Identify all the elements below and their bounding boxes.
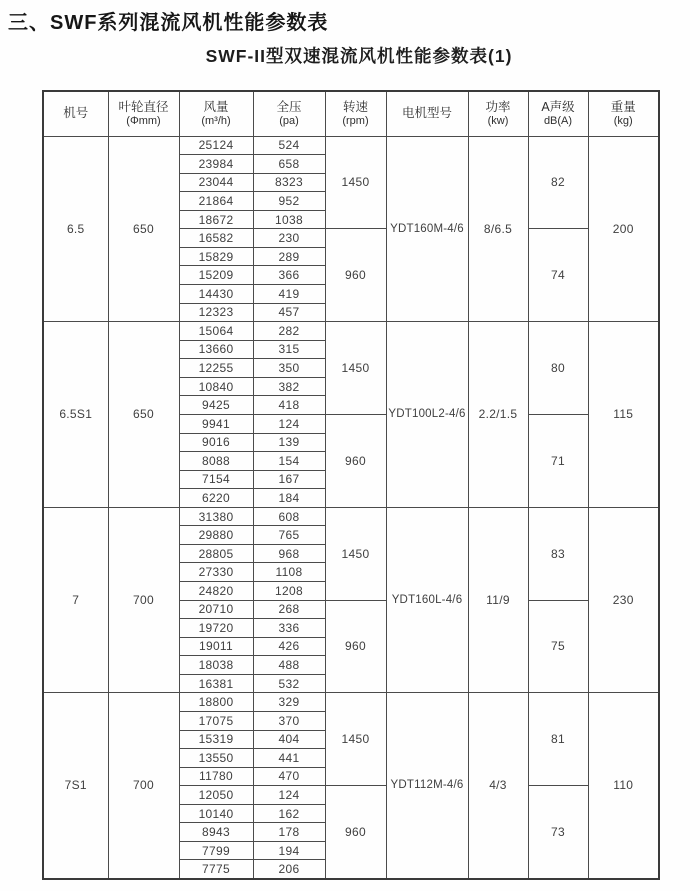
col-header-unit: (pa) [279, 114, 299, 127]
cell-pressure: 154 [253, 452, 325, 471]
cell-speed: 960 [325, 600, 386, 693]
col-header-label: 叶轮直径 [118, 99, 169, 114]
cell-airflow: 18800 [179, 693, 253, 712]
cell-airflow: 9425 [179, 396, 253, 415]
cell-motor: YDT160L-4/6 [386, 507, 468, 693]
cell-model: 6.5S1 [43, 322, 108, 508]
cell-pressure: 230 [253, 229, 325, 248]
cell-speed: 960 [325, 414, 386, 507]
col-header-unit: dB(A) [543, 114, 573, 127]
fan-performance-table [42, 90, 660, 880]
cell-airflow: 10840 [179, 377, 253, 396]
col-header-label: 风量 [203, 99, 229, 114]
cell-model: 6.5 [43, 136, 108, 322]
col-header-label: 全压 [276, 99, 302, 114]
col-header-power [468, 91, 528, 136]
cell-airflow: 12050 [179, 786, 253, 805]
col-header-label: 重量 [610, 99, 636, 114]
cell-model: 7S1 [43, 693, 108, 879]
cell-diameter: 650 [108, 136, 179, 322]
cell-airflow: 8088 [179, 452, 253, 471]
cell-speed: 1450 [325, 136, 386, 229]
fan-section-7S1 [43, 693, 659, 879]
table-row [43, 507, 659, 526]
col-header-label: 机号 [63, 106, 89, 121]
cell-airflow: 19720 [179, 619, 253, 638]
cell-pressure: 206 [253, 860, 325, 879]
cell-airflow: 25124 [179, 136, 253, 155]
cell-airflow: 13660 [179, 340, 253, 359]
cell-airflow: 16582 [179, 229, 253, 248]
table-header-row [43, 91, 659, 136]
cell-airflow: 16381 [179, 674, 253, 693]
cell-pressure: 524 [253, 136, 325, 155]
cell-airflow: 29880 [179, 526, 253, 545]
cell-pressure: 419 [253, 285, 325, 304]
cell-speed: 960 [325, 229, 386, 322]
cell-speed: 1450 [325, 693, 386, 786]
fan-section-7 [43, 507, 659, 693]
cell-pressure: 968 [253, 544, 325, 563]
cell-airflow: 7775 [179, 860, 253, 879]
cell-pressure: 162 [253, 804, 325, 823]
cell-noise: 81 [528, 693, 588, 786]
fan-section-6.5S1 [43, 322, 659, 508]
cell-airflow: 11780 [179, 767, 253, 786]
cell-motor: YDT160M-4/6 [386, 136, 468, 322]
cell-diameter: 700 [108, 693, 179, 879]
col-header-unit: (rpm) [342, 114, 369, 127]
cell-pressure: 952 [253, 192, 325, 211]
cell-airflow: 15209 [179, 266, 253, 285]
cell-weight: 230 [588, 507, 659, 693]
cell-noise: 75 [528, 600, 588, 693]
cell-pressure: 178 [253, 823, 325, 842]
cell-pressure: 167 [253, 470, 325, 489]
cell-pressure: 184 [253, 489, 325, 508]
col-header-label: A声级 [541, 99, 575, 114]
cell-pressure: 124 [253, 414, 325, 433]
fan-section-6.5 [43, 136, 659, 322]
cell-airflow: 8943 [179, 823, 253, 842]
cell-airflow: 18672 [179, 210, 253, 229]
cell-weight: 200 [588, 136, 659, 322]
cell-speed: 1450 [325, 322, 386, 415]
cell-pressure: 8323 [253, 173, 325, 192]
cell-diameter: 700 [108, 507, 179, 693]
cell-pressure: 282 [253, 322, 325, 341]
cell-pressure: 457 [253, 303, 325, 322]
cell-power: 4/3 [468, 693, 528, 879]
cell-airflow: 15829 [179, 247, 253, 266]
cell-power: 2.2/1.5 [468, 322, 528, 508]
table-row [43, 136, 659, 155]
col-header-label: 功率 [485, 99, 511, 114]
cell-pressure: 289 [253, 247, 325, 266]
cell-airflow: 9016 [179, 433, 253, 452]
cell-airflow: 7799 [179, 841, 253, 860]
col-header-weight [588, 91, 659, 136]
cell-noise: 80 [528, 322, 588, 415]
col-header-noise [528, 91, 588, 136]
cell-noise: 74 [528, 229, 588, 322]
cell-speed: 960 [325, 786, 386, 879]
cell-airflow: 13550 [179, 749, 253, 768]
cell-weight: 110 [588, 693, 659, 879]
cell-airflow: 28805 [179, 544, 253, 563]
cell-pressure: 608 [253, 507, 325, 526]
col-header-diameter [108, 91, 179, 136]
cell-pressure: 532 [253, 674, 325, 693]
col-header-unit: (kw) [487, 114, 509, 127]
col-header-airflow [179, 91, 253, 136]
cell-airflow: 15319 [179, 730, 253, 749]
cell-pressure: 366 [253, 266, 325, 285]
cell-pressure: 315 [253, 340, 325, 359]
cell-airflow: 12255 [179, 359, 253, 378]
cell-airflow: 24820 [179, 582, 253, 601]
cell-pressure: 194 [253, 841, 325, 860]
cell-motor: YDT112M-4/6 [386, 693, 468, 879]
col-header-model [43, 91, 108, 136]
cell-noise: 83 [528, 507, 588, 600]
col-header-pressure [253, 91, 325, 136]
cell-airflow: 6220 [179, 489, 253, 508]
col-header-label: 电机型号 [401, 106, 452, 121]
cell-pressure: 336 [253, 619, 325, 638]
cell-pressure: 418 [253, 396, 325, 415]
cell-pressure: 382 [253, 377, 325, 396]
col-header-unit: (m³/h) [201, 114, 231, 127]
cell-pressure: 1108 [253, 563, 325, 582]
cell-airflow: 19011 [179, 637, 253, 656]
table-row [43, 322, 659, 341]
cell-airflow: 21864 [179, 192, 253, 211]
cell-power: 11/9 [468, 507, 528, 693]
cell-pressure: 426 [253, 637, 325, 656]
cell-model: 7 [43, 507, 108, 693]
cell-airflow: 10140 [179, 804, 253, 823]
cell-pressure: 1208 [253, 582, 325, 601]
cell-speed: 1450 [325, 507, 386, 600]
cell-pressure: 404 [253, 730, 325, 749]
cell-airflow: 15064 [179, 322, 253, 341]
cell-motor: YDT100L2-4/6 [386, 322, 468, 508]
cell-pressure: 268 [253, 600, 325, 619]
cell-pressure: 1038 [253, 210, 325, 229]
table-subtitle: SWF-II型双速混流风机性能参数表(1) [205, 46, 513, 66]
col-header-unit: (Φmm) [126, 114, 161, 127]
cell-pressure: 765 [253, 526, 325, 545]
page-title: 三、SWF系列混流风机性能参数表 [8, 12, 329, 34]
cell-noise: 82 [528, 136, 588, 229]
cell-noise: 73 [528, 786, 588, 879]
col-header-speed [325, 91, 386, 136]
col-header-unit: (kg) [613, 114, 633, 127]
cell-pressure: 329 [253, 693, 325, 712]
cell-airflow: 20710 [179, 600, 253, 619]
cell-power: 8/6.5 [468, 136, 528, 322]
cell-airflow: 17075 [179, 711, 253, 730]
cell-airflow: 27330 [179, 563, 253, 582]
cell-diameter: 650 [108, 322, 179, 508]
cell-airflow: 12323 [179, 303, 253, 322]
cell-pressure: 370 [253, 711, 325, 730]
cell-pressure: 470 [253, 767, 325, 786]
col-header-motor [386, 91, 468, 136]
table-row [43, 693, 659, 712]
cell-pressure: 658 [253, 155, 325, 174]
cell-airflow: 23984 [179, 155, 253, 174]
cell-pressure: 350 [253, 359, 325, 378]
cell-airflow: 9941 [179, 414, 253, 433]
cell-pressure: 139 [253, 433, 325, 452]
cell-airflow: 18038 [179, 656, 253, 675]
cell-airflow: 14430 [179, 285, 253, 304]
col-header-label: 转速 [342, 99, 368, 114]
cell-pressure: 124 [253, 786, 325, 805]
cell-noise: 71 [528, 414, 588, 507]
cell-airflow: 7154 [179, 470, 253, 489]
cell-airflow: 31380 [179, 507, 253, 526]
cell-airflow: 23044 [179, 173, 253, 192]
cell-weight: 115 [588, 322, 659, 508]
cell-pressure: 441 [253, 749, 325, 768]
cell-pressure: 488 [253, 656, 325, 675]
